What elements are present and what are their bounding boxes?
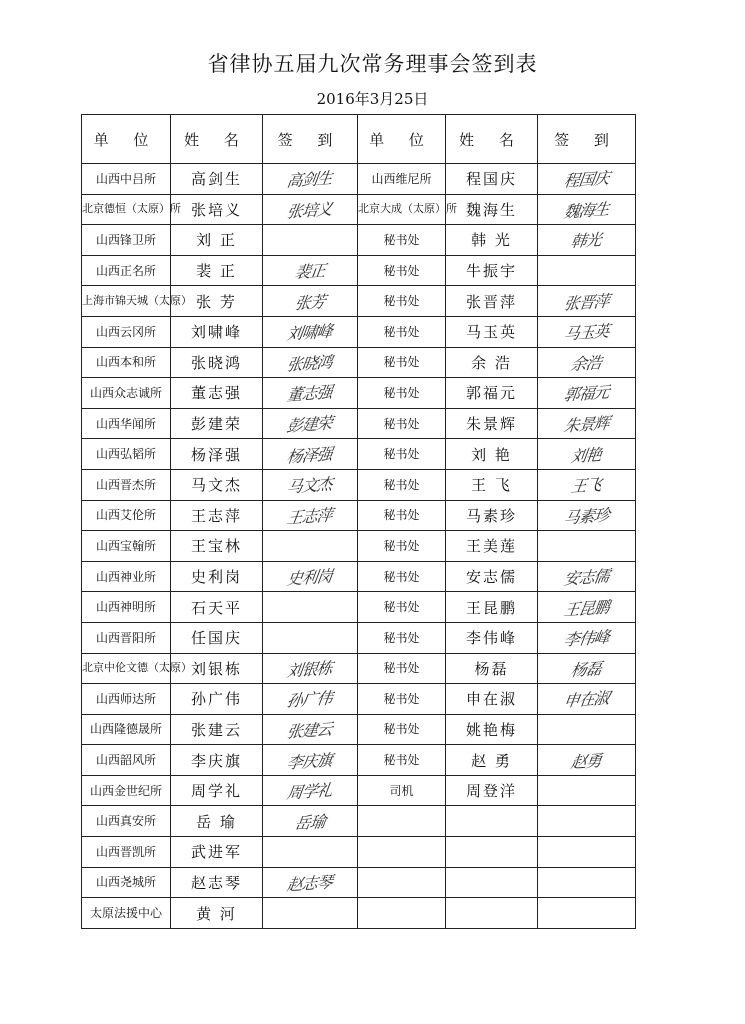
signature-cell: [538, 592, 636, 623]
signature-cell: [263, 408, 358, 439]
name-cell: 史利岗: [171, 561, 263, 592]
name-cell: 程国庆: [446, 164, 538, 195]
table-row: [82, 378, 636, 409]
table-row: [82, 684, 636, 715]
table-row: [82, 622, 636, 653]
handwritten-signature: 赵志琴: [286, 872, 334, 895]
name-cell: 张建云: [171, 714, 263, 745]
table-row: [82, 867, 636, 898]
handwritten-signature: 岳瑜: [293, 811, 327, 833]
name-cell: 董志强: [171, 378, 263, 409]
unit-cell: [358, 837, 446, 868]
signature-cell: [263, 561, 358, 592]
handwritten-signature: 张晋萍: [562, 290, 611, 314]
unit-cell: 秘书处: [358, 714, 446, 745]
unit-cell: 秘书处: [358, 286, 446, 317]
signature-cell: [538, 439, 636, 470]
unit-cell: 山西神明所: [82, 592, 171, 623]
signature-cell: [538, 500, 636, 531]
name-cell: 刘 正: [171, 225, 263, 256]
unit-cell: 秘书处: [358, 531, 446, 562]
unit-cell: 北京德恒（太原）所: [82, 194, 171, 225]
handwritten-signature: 周学礼: [286, 780, 334, 803]
signature-cell: [538, 745, 636, 776]
unit-cell: 秘书处: [358, 622, 446, 653]
signature-cell: [263, 347, 358, 378]
name-cell: 高剑生: [171, 164, 263, 195]
unit-cell: 山西晋凯所: [82, 837, 171, 868]
signature-cell: [263, 684, 358, 715]
unit-cell: 山西艾伦所: [82, 500, 171, 531]
unit-cell: 上海市锦天城（太原）: [82, 286, 171, 317]
unit-cell: 山西维尼所: [358, 164, 446, 195]
signature-cell: [538, 775, 636, 806]
unit-cell: 秘书处: [358, 439, 446, 470]
signature-cell: [263, 806, 358, 837]
signature-cell: [263, 592, 358, 623]
handwritten-signature: 张晓鸿: [286, 352, 334, 375]
name-cell: 杨磊: [446, 653, 538, 684]
unit-cell: 北京中伦文德（太原）: [82, 653, 171, 684]
handwritten-signature: 魏海生: [562, 199, 611, 222]
handwritten-signature: 张建云: [286, 719, 334, 742]
unit-cell: 山西尧城所: [82, 867, 171, 898]
signature-cell: [538, 316, 636, 347]
name-cell: 武进军: [171, 837, 263, 868]
table-row: [82, 653, 636, 684]
unit-cell: 太原法援中心: [82, 898, 171, 929]
signature-cell: [263, 500, 358, 531]
table-row: [82, 469, 636, 500]
table-row: [82, 775, 636, 806]
unit-cell: 司机: [358, 775, 446, 806]
signature-cell: [263, 867, 358, 898]
name-cell: 余 浩: [446, 347, 538, 378]
unit-cell: 山西晋杰所: [82, 469, 171, 500]
name-cell: 刘 艳: [446, 439, 538, 470]
name-cell: 黄 河: [171, 898, 263, 929]
unit-cell: 山西真安所: [82, 806, 171, 837]
unit-cell: 山西宝翰所: [82, 531, 171, 562]
signature-cell: [263, 714, 358, 745]
table-row: [82, 316, 636, 347]
handwritten-signature: 安志儒: [562, 566, 611, 589]
handwritten-signature: 杨磊: [570, 658, 603, 680]
table-row: [82, 194, 636, 225]
unit-cell: 秘书处: [358, 347, 446, 378]
handwritten-signature: 程国庆: [562, 168, 611, 191]
table-row: [82, 714, 636, 745]
handwritten-signature: 韩光: [570, 230, 603, 252]
unit-cell: 秘书处: [358, 469, 446, 500]
signature-cell: [263, 164, 358, 195]
name-cell: 裴 正: [171, 255, 263, 286]
signature-cell: [263, 286, 358, 317]
signature-cell: [263, 622, 358, 653]
unit-cell: 山西众志诚所: [82, 378, 171, 409]
handwritten-signature: 王志萍: [286, 505, 334, 528]
handwritten-signature: 张培义: [286, 199, 334, 222]
header-name-left: 姓 名: [171, 115, 263, 164]
signature-cell: [538, 806, 636, 837]
handwritten-signature: 马文杰: [286, 474, 334, 497]
name-cell: 王宝林: [171, 531, 263, 562]
name-cell: 周登洋: [446, 775, 538, 806]
name-cell: 刘啸峰: [171, 316, 263, 347]
handwritten-signature: 孙广伟: [286, 688, 334, 712]
table-row: [82, 408, 636, 439]
handwritten-signature: 刘艳: [570, 444, 603, 466]
handwritten-signature: 余浩: [570, 352, 603, 375]
handwritten-signature: 裴正: [293, 260, 327, 283]
signature-cell: [538, 867, 636, 898]
header-row: [82, 115, 636, 164]
unit-cell: 秘书处: [358, 745, 446, 776]
table-row: [82, 745, 636, 776]
name-cell: 安志儒: [446, 561, 538, 592]
name-cell: 赵 勇: [446, 745, 538, 776]
signature-cell: [263, 775, 358, 806]
name-cell: [446, 898, 538, 929]
name-cell: 张晋萍: [446, 286, 538, 317]
unit-cell: [358, 867, 446, 898]
unit-cell: 山西锋卫所: [82, 225, 171, 256]
header-unit-right: 单 位: [358, 115, 446, 164]
signature-cell: [538, 225, 636, 256]
unit-cell: 北京大成（太原）所: [358, 194, 446, 225]
signature-cell: [538, 469, 636, 500]
unit-cell: 秘书处: [358, 378, 446, 409]
signature-cell: [263, 194, 358, 225]
name-cell: 张培义: [171, 194, 263, 225]
signature-cell: [263, 837, 358, 868]
name-cell: 朱景辉: [446, 408, 538, 439]
unit-cell: 山西韶风所: [82, 745, 171, 776]
handwritten-signature: 王飞: [570, 475, 603, 497]
name-cell: [446, 837, 538, 868]
table-row: [82, 286, 636, 317]
signature-cell: [263, 439, 358, 470]
unit-cell: 秘书处: [358, 316, 446, 347]
name-cell: 牛振宇: [446, 255, 538, 286]
table-row: [82, 561, 636, 592]
header-sign-left: 签 到: [263, 115, 358, 164]
handwritten-signature: 李伟峰: [562, 627, 611, 650]
handwritten-signature: 马素珍: [562, 505, 611, 528]
table-row: [82, 531, 636, 562]
name-cell: 王美莲: [446, 531, 538, 562]
name-cell: 魏海生: [446, 194, 538, 225]
unit-cell: 山西隆德晟所: [82, 714, 171, 745]
name-cell: 张晓鸿: [171, 347, 263, 378]
unit-cell: 秘书处: [358, 684, 446, 715]
handwritten-signature: 刘银栋: [286, 658, 334, 681]
signature-cell: [538, 561, 636, 592]
signature-cell: [538, 164, 636, 195]
handwritten-signature: 王昆鹏: [562, 596, 611, 620]
name-cell: 韩 光: [446, 225, 538, 256]
table-row: [82, 592, 636, 623]
signature-cell: [263, 255, 358, 286]
name-cell: 孙广伟: [171, 684, 263, 715]
handwritten-signature: 刘啸峰: [286, 321, 334, 344]
signature-cell: [263, 225, 358, 256]
signature-cell: [263, 898, 358, 929]
unit-cell: 山西正名所: [82, 255, 171, 286]
name-cell: 石天平: [171, 592, 263, 623]
name-cell: [446, 806, 538, 837]
name-cell: 张 芳: [171, 286, 263, 317]
signature-cell: [263, 316, 358, 347]
unit-cell: 山西中吕所: [82, 164, 171, 195]
signature-cell: [263, 378, 358, 409]
signature-cell: [538, 837, 636, 868]
unit-cell: 山西本和所: [82, 347, 171, 378]
unit-cell: 秘书处: [358, 500, 446, 531]
name-cell: 王 飞: [446, 469, 538, 500]
table-row: [82, 837, 636, 868]
signature-cell: [538, 898, 636, 929]
signature-cell: [538, 194, 636, 225]
name-cell: 马玉英: [446, 316, 538, 347]
signature-cell: [263, 653, 358, 684]
meeting-date: 2016年3月25日: [316, 90, 429, 108]
sign-in-table: [81, 114, 636, 929]
unit-cell: 秘书处: [358, 225, 446, 256]
unit-cell: [358, 898, 446, 929]
page-title: 省律协五届九次常务理事会签到表: [207, 52, 538, 76]
name-cell: 赵志琴: [171, 867, 263, 898]
name-cell: 周学礼: [171, 775, 263, 806]
signature-cell: [538, 531, 636, 562]
signature-cell: [538, 714, 636, 745]
handwritten-signature: 李庆旗: [286, 749, 334, 773]
signature-cell: [538, 622, 636, 653]
handwritten-signature: 杨泽强: [286, 443, 334, 467]
signature-cell: [538, 347, 636, 378]
table-row: [82, 255, 636, 286]
name-cell: 马文杰: [171, 469, 263, 500]
signature-cell: [538, 286, 636, 317]
signature-cell: [263, 469, 358, 500]
unit-cell: 山西金世纪所: [82, 775, 171, 806]
unit-cell: 山西师达所: [82, 684, 171, 715]
header-name-right: 姓 名: [446, 115, 538, 164]
name-cell: [446, 867, 538, 898]
name-cell: 马素珍: [446, 500, 538, 531]
table-row: [82, 164, 636, 195]
name-cell: 姚艳梅: [446, 714, 538, 745]
handwritten-signature: 朱景辉: [562, 413, 611, 436]
name-cell: 岳 瑜: [171, 806, 263, 837]
signature-cell: [538, 408, 636, 439]
handwritten-signature: 马玉英: [562, 321, 611, 344]
handwritten-signature: 申在淑: [562, 688, 611, 712]
table-row: [82, 500, 636, 531]
unit-cell: 秘书处: [358, 653, 446, 684]
handwritten-signature: 彭建荣: [286, 413, 334, 436]
unit-cell: 山西神业所: [82, 561, 171, 592]
name-cell: 彭建荣: [171, 408, 263, 439]
unit-cell: 山西华闻所: [82, 408, 171, 439]
unit-cell: 山西云冈所: [82, 316, 171, 347]
unit-cell: 山西晋阳所: [82, 622, 171, 653]
name-cell: 李庆旗: [171, 745, 263, 776]
name-cell: 杨泽强: [171, 439, 263, 470]
table-row: [82, 225, 636, 256]
handwritten-signature: 董志强: [286, 382, 334, 406]
unit-cell: [358, 806, 446, 837]
name-cell: 刘银栋: [171, 653, 263, 684]
unit-cell: 秘书处: [358, 408, 446, 439]
handwritten-signature: 张芳: [293, 291, 327, 313]
header-unit-left: 单 位: [82, 115, 171, 164]
name-cell: 王志萍: [171, 500, 263, 531]
name-cell: 任国庆: [171, 622, 263, 653]
signature-cell: [538, 378, 636, 409]
handwritten-signature: 赵勇: [570, 750, 603, 772]
handwritten-signature: 史利岗: [286, 566, 334, 589]
unit-cell: 秘书处: [358, 561, 446, 592]
table-row: [82, 439, 636, 470]
handwritten-signature: 高剑生: [286, 168, 334, 191]
name-cell: 王昆鹏: [446, 592, 538, 623]
header-sign-right: 签 到: [538, 115, 636, 164]
signature-cell: [263, 531, 358, 562]
handwritten-signature: 郭福元: [562, 382, 611, 406]
signature-cell: [263, 745, 358, 776]
unit-cell: 山西弘韬所: [82, 439, 171, 470]
signature-cell: [538, 653, 636, 684]
signature-cell: [538, 255, 636, 286]
table-row: [82, 347, 636, 378]
name-cell: 李伟峰: [446, 622, 538, 653]
name-cell: 郭福元: [446, 378, 538, 409]
unit-cell: 秘书处: [358, 255, 446, 286]
unit-cell: 秘书处: [358, 592, 446, 623]
table-row: [82, 898, 636, 929]
table-row: [82, 806, 636, 837]
signature-cell: [538, 684, 636, 715]
name-cell: 申在淑: [446, 684, 538, 715]
